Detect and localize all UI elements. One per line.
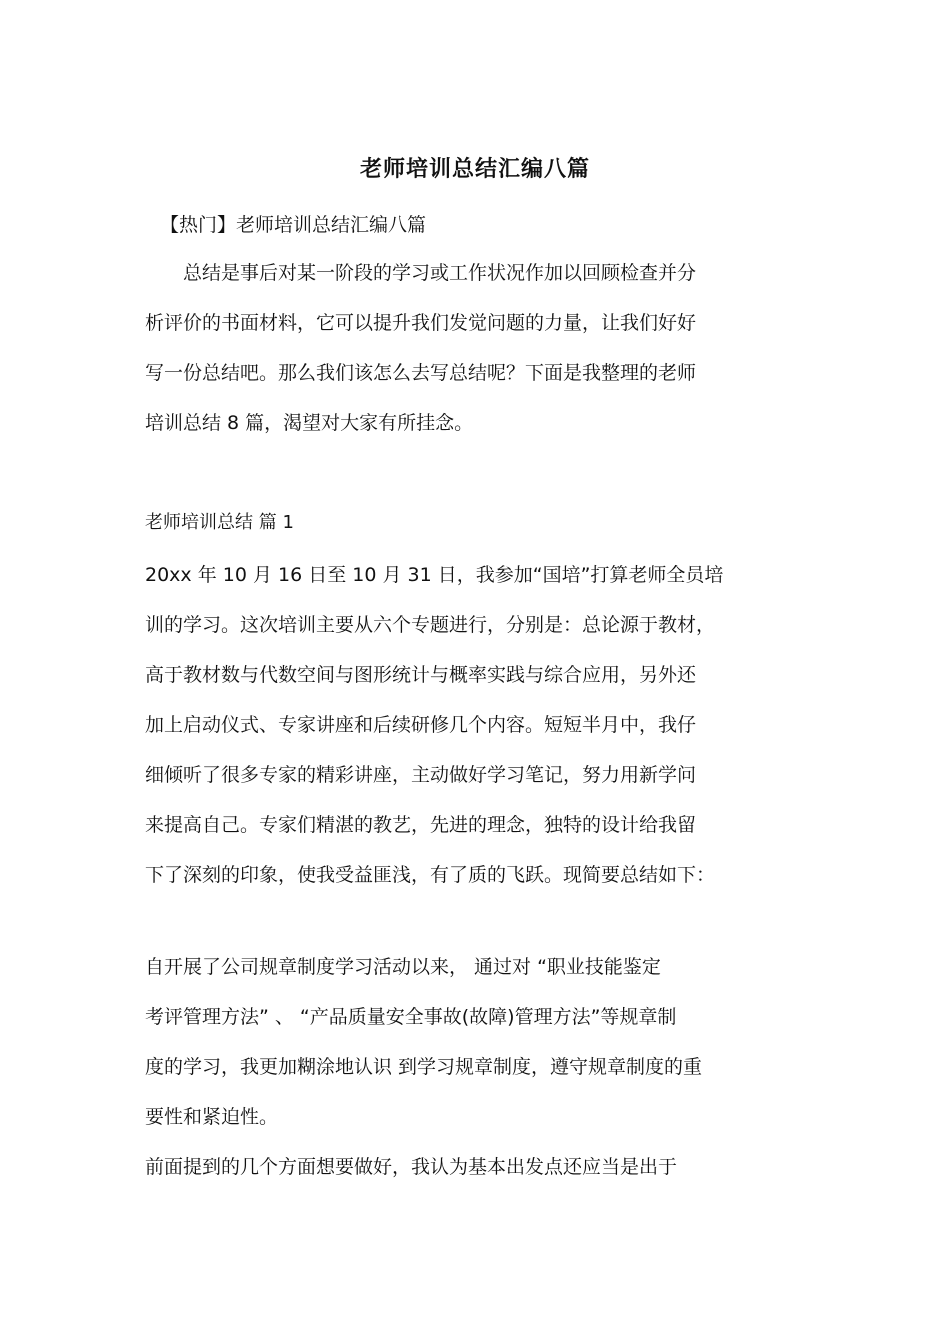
paragraph-line: 来提高自己。专家们精湛的教艺，先进的理念，独特的设计给我留 [145, 814, 697, 836]
intro-line: 培训总结 8 篇，渴望对大家有所挂念。 [145, 412, 474, 434]
paragraph-line: 前面提到的几个方面想要做好，我认为基本出发点还应当是出于 [145, 1156, 678, 1178]
section-heading: 老师培训总结 篇 1 [145, 512, 294, 533]
document-subtitle: 【热门】老师培训总结汇编八篇 [160, 214, 427, 236]
paragraph-3 [145, 1142, 825, 1192]
paragraph-line: 加上启动仪式、专家讲座和后续研修几个内容。短短半月中，我仔 [145, 714, 697, 736]
paragraph-2 [145, 942, 825, 1142]
paragraph-line: 度的学习，我更加糊涂地认识 到学习规章制度，遵守规章制度的重 [145, 1056, 703, 1078]
intro-line: 析评价的书面材料，它可以提升我们发觉问题的力量，让我们好好 [145, 312, 697, 334]
paragraph-line: 下了深刻的印象，使我受益匪浅，有了质的飞跃。现简要总结如下： [145, 864, 716, 886]
paragraph-line: 考评管理方法” 、 “产品质量安全事故(故障)管理方法”等规章制 [145, 1006, 677, 1028]
document-title: 老师培训总结汇编八篇 [359, 157, 590, 182]
paragraph-line: 训的学习。这次培训主要从六个专题进行，分别是：总论源于教材， [145, 614, 716, 636]
paragraph-1 [145, 550, 825, 900]
paragraph-line: 20xx 年 10 月 16 日至 10 月 31 日，我参加“国培”打算老师全员培 [145, 564, 724, 586]
intro-line: 写一份总结吧。那么我们该怎么去写总结呢？下面是我整理的老师 [145, 362, 697, 384]
intro-paragraph [145, 248, 825, 448]
paragraph-line: 要性和紧迫性。 [145, 1106, 279, 1128]
paragraph-line: 高于教材数与代数空间与图形统计与概率实践与综合应用，另外还 [145, 664, 697, 686]
paragraph-line: 自开展了公司规章制度学习活动以来， 通过对 “职业技能鉴定 [145, 956, 661, 978]
intro-line: 总结是事后对某一阶段的学习或工作状况作加以回顾检查并分 [145, 262, 697, 284]
paragraph-line: 细倾听了很多专家的精彩讲座，主动做好学习笔记，努力用新学问 [145, 764, 697, 786]
